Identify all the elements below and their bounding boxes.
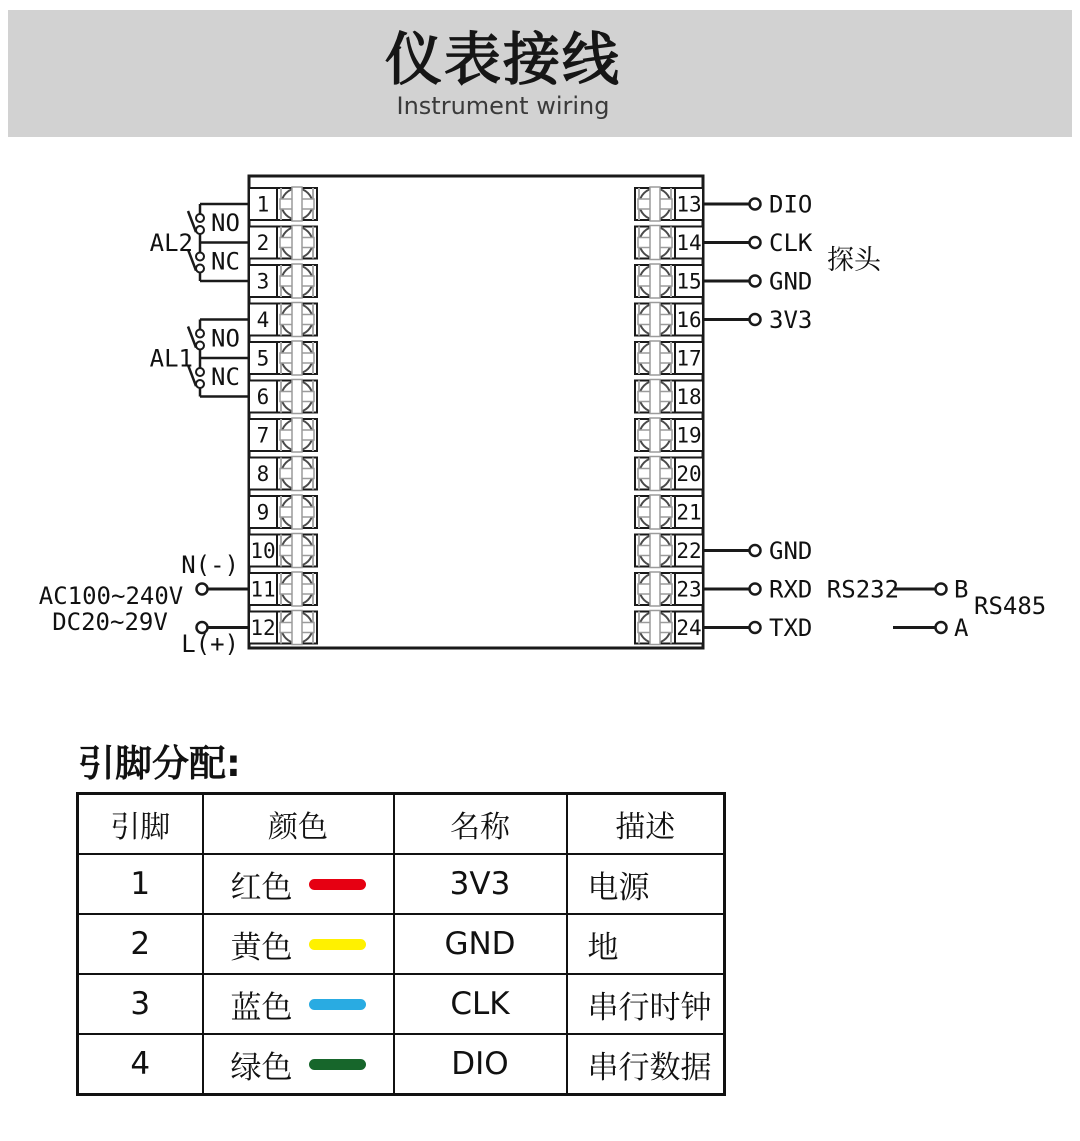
pin-number: 13 <box>676 192 702 217</box>
pin-table-title: 引脚分配: <box>78 742 241 785</box>
signal-cell: 3V3 <box>394 854 567 914</box>
terminal-15 <box>635 264 703 298</box>
pin-number: 18 <box>676 385 702 409</box>
terminal-21 <box>635 495 703 529</box>
terminal-8 <box>249 457 317 491</box>
terminal-2 <box>249 226 317 260</box>
contact-dot <box>196 380 204 388</box>
al1-no-label: NO <box>211 324 240 353</box>
color-swatch <box>309 939 366 950</box>
desc-cell: 串行时钟 <box>567 974 725 1034</box>
serial-signals <box>703 537 1046 642</box>
pin23-label: RXD RS232 <box>769 575 900 604</box>
wire-end-circle <box>936 622 947 633</box>
power-input <box>39 551 249 658</box>
color-name: 红色 <box>230 869 293 906</box>
color-name: 蓝色 <box>230 989 293 1026</box>
pin15-label: GND <box>769 267 813 296</box>
desc-cell: 地 <box>567 914 725 974</box>
pin-number: 11 <box>250 577 276 602</box>
color-cell <box>203 914 394 974</box>
pin-number: 9 <box>256 500 270 525</box>
table-row <box>78 974 725 1034</box>
pin-number: 24 <box>676 616 702 640</box>
contact-dot <box>196 226 204 234</box>
neutral-label: N(-) <box>181 551 239 579</box>
pin22-label: GND <box>769 537 813 565</box>
pin-number: 21 <box>676 500 702 525</box>
table-row <box>78 1034 725 1095</box>
pin-number: 17 <box>676 346 702 371</box>
pin-number: 3 <box>256 269 270 294</box>
pin-number: 15 <box>676 269 702 294</box>
terminal-12 <box>249 611 317 645</box>
pin-number: 12 <box>250 616 276 640</box>
al2-no-label: NO <box>211 209 240 237</box>
al2-label: AL2 <box>149 229 193 257</box>
pin14-label: CLK <box>769 229 813 257</box>
color-cell <box>203 974 394 1034</box>
table-row <box>78 914 725 974</box>
pin16-label: 3V3 <box>769 306 813 334</box>
wire-end-circle <box>750 276 761 287</box>
contact-dot <box>196 214 204 222</box>
pin-number: 14 <box>676 231 702 255</box>
pin-number: 4 <box>256 308 270 332</box>
table-header-row <box>78 794 725 855</box>
wire-end-circle <box>750 545 761 556</box>
pin-number: 19 <box>676 423 702 448</box>
pin-number: 7 <box>256 423 270 448</box>
ac-range-label: AC100~240V <box>38 582 184 610</box>
pin-number: 16 <box>676 308 702 332</box>
wire-end-circle <box>197 584 208 595</box>
probe-label: 探头 <box>827 245 881 276</box>
col-header-pin: 引脚 <box>78 794 203 855</box>
pin-number: 10 <box>250 539 276 563</box>
terminal-16 <box>635 303 703 337</box>
contact-dot <box>196 253 204 261</box>
dc-range-label: DC20~29V <box>52 608 168 636</box>
wire-end-circle <box>750 622 761 633</box>
terminal-19 <box>635 418 703 452</box>
header-band <box>8 10 1072 137</box>
pin-assignment-table <box>76 792 726 1096</box>
al1-label: AL1 <box>149 344 193 373</box>
contact-dot <box>196 368 204 376</box>
terminal-9 <box>249 495 317 529</box>
page-title: 仪表接线 <box>385 27 621 93</box>
desc-cell: 电源 <box>567 854 725 914</box>
color-cell <box>203 1034 394 1095</box>
pin-cell: 4 <box>78 1034 203 1095</box>
probe-signals <box>703 191 882 335</box>
col-header-name: 名称 <box>394 794 567 855</box>
pin-number: 22 <box>676 539 702 563</box>
terminal-1 <box>249 187 317 221</box>
wire-end-circle <box>750 584 761 595</box>
terminal-20 <box>635 457 703 491</box>
contact-dot <box>196 330 204 338</box>
pin-cell: 1 <box>78 854 203 914</box>
table-row <box>78 854 725 914</box>
header-inner <box>8 10 1072 137</box>
terminal-3 <box>249 264 317 298</box>
contact-dot <box>196 342 204 350</box>
wire-end-circle <box>750 237 761 248</box>
terminal-5 <box>249 341 317 375</box>
page-subtitle: Instrument wiring <box>396 92 610 120</box>
col-header-desc: 描述 <box>567 794 725 855</box>
color-name: 绿色 <box>230 1049 293 1086</box>
signal-cell: GND <box>394 914 567 974</box>
color-swatch <box>309 1059 366 1070</box>
pin-number: 6 <box>256 385 270 409</box>
wire-end-circle <box>750 314 761 325</box>
color-swatch <box>309 999 366 1010</box>
rs485-b-label: B <box>954 575 969 604</box>
terminal-4 <box>249 303 317 337</box>
col-header-color: 颜色 <box>203 794 394 855</box>
pin-number: 23 <box>676 577 702 602</box>
signal-cell: CLK <box>394 974 567 1034</box>
terminal-13 <box>635 187 703 221</box>
pin-cell: 3 <box>78 974 203 1034</box>
terminal-11 <box>249 572 317 606</box>
pin-number: 20 <box>676 462 702 486</box>
terminal-7 <box>249 418 317 452</box>
al2-nc-label: NC <box>211 247 240 276</box>
al1-nc-label: NC <box>211 363 240 391</box>
color-swatch <box>309 879 366 890</box>
rs485-a-label: A <box>954 614 969 642</box>
terminal-6 <box>249 380 317 414</box>
wiring-diagram <box>0 150 1080 730</box>
color-name: 黄色 <box>230 929 293 966</box>
relay-al2 <box>150 204 249 281</box>
desc-cell: 串行数据 <box>567 1034 725 1095</box>
rs485-label: RS485 <box>974 592 1047 620</box>
terminal-17 <box>635 341 703 375</box>
terminal-23 <box>635 572 703 606</box>
pin-cell: 2 <box>78 914 203 974</box>
color-cell <box>203 854 394 914</box>
pin-number: 8 <box>256 462 270 486</box>
terminal-10 <box>249 534 317 568</box>
pin-number: 2 <box>256 231 270 255</box>
wire-end-circle <box>936 584 947 595</box>
wire-end-circle <box>750 199 761 210</box>
terminal-14 <box>635 226 703 260</box>
terminal-22 <box>635 534 703 568</box>
terminal-24 <box>635 611 703 645</box>
contact-dot <box>196 265 204 273</box>
pin13-label: DIO <box>769 190 813 219</box>
relay-al1 <box>150 320 249 397</box>
signal-cell: DIO <box>394 1034 567 1095</box>
pin-number: 1 <box>256 192 270 217</box>
pin24-label: TXD <box>769 614 813 642</box>
live-label: L(+) <box>181 630 239 658</box>
pin-number: 5 <box>256 346 270 371</box>
terminal-18 <box>635 380 703 414</box>
